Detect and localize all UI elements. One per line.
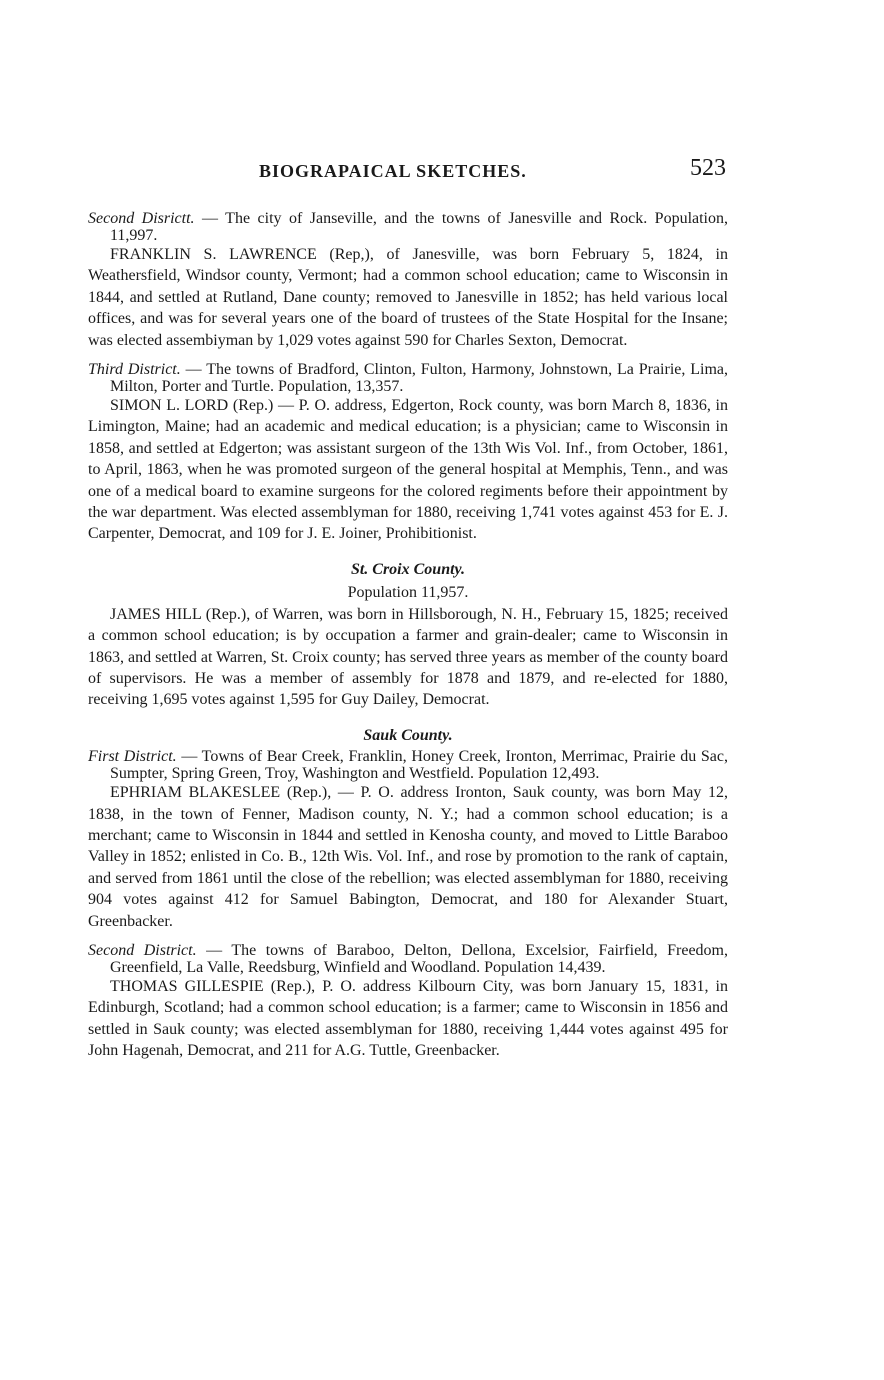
district-label: Second District. xyxy=(88,941,197,959)
biography-paragraph: EPHRIAM BLAKESLEE (Rep.), — P. O. address Ironton, Sauk county, was born May 12, 1838, in the town of Fenner, Madison county, N. Y.; had a common school education; is a merchant; came to Wisconsin in 1844 and settled in Kenosha county, and moved to Little Baraboo Valley in 1852; enlisted in Co. B., 12th Wis. Vol. Inf., and rose by promotion to the rank of captain, and served from 1861 until the close of the rebellion; was elected assemblyman for 1880, receiving 904 votes against 412 for Samuel Babington, Democrat, and 180 for Alexander Stuart, Greenbacker. xyxy=(88,784,728,930)
page-number: 523 xyxy=(690,155,726,181)
district-label: First District. xyxy=(88,748,177,766)
district-heading xyxy=(88,361,728,395)
district-heading xyxy=(88,942,728,976)
running-head: BIOGRAPAICAL SKETCHES. xyxy=(259,161,527,181)
district-label: Second Disrictt. xyxy=(88,210,195,227)
county-heading: St. Croix County. xyxy=(350,560,466,578)
page-body xyxy=(88,210,728,1062)
district-heading xyxy=(88,748,728,782)
county-population: Population 11,957. xyxy=(347,584,469,602)
biography-paragraph: SIMON L. LORD (Rep.) — P. O. address, Edgerton, Rock county, was born March 8, 1836, in Limington, Maine; had an academic and medical education; is a physician; came to Wisconsin in 1858, and settled at Edgerton; was assistant surgeon of the 13th Wis Vol. Inf., from October, 1861, to April, 1863, when he was promoted surgeon of the general hospital at Memphis, Tenn., and was one of a medical board to examine surgeons for the colored regiments before their appointment by the war department. Was elected assemblyman for 1880, receiving 1,741 votes against 453 for E. J. Carpenter, Democrat, and 109 for J. E. Joiner, Prohibitionist. xyxy=(88,397,728,543)
district-description: — The city of Janseville, and the towns of Janesville and Rock. Population, 11,997. xyxy=(110,210,729,244)
biography-paragraph: JAMES HILL (Rep.), of Warren, was born in Hillsborough, N. H., February 15, 1825; received a common school education; is by occupation a farmer and grain-dealer; came to Wisconsin in 1863, and settled at Warren, St. Croix county; has served three years as member of the county board of supervisors. He was a member of assembly for 1878 and 1879, and re-elected for 1880, receiving 1,695 votes against 1,595 for Guy Dailey, Democrat. xyxy=(88,605,729,709)
district-description: — The towns of Bradford, Clinton, Fulton, Harmony, Johnstown, La Prairie, Lima, Milton, Porter and Turtle. Population, 13,357. xyxy=(110,361,729,396)
district-description: — The towns of Baraboo, Delton, Dellona, Excelsior, Fairfield, Freedom, Greenfield, La Valle, Reedsburg, Winfield and Woodland. Population 14,439. xyxy=(110,941,728,976)
biography-paragraph: THOMAS GILLESPIE (Rep.), P. O. address Kilbourn City, was born January 15, 1831, in Edinburgh, Scotland; had a common school education; is a farmer; came to Wisconsin in 1856 and settled in Sauk county; was elected assemblyman for 1880, receiving 1,444 votes against 495 for John Hagenah, Democrat, and 211 for A.G. Tuttle, Greenbacker. xyxy=(88,977,728,1060)
county-heading: Sauk County. xyxy=(363,726,453,744)
district-heading xyxy=(88,210,728,244)
district-description: — Towns of Bear Creek, Franklin, Honey Creek, Ironton, Merrimac, Prairie du Sac, Sumpter, Spring Green, Troy, Washington and Westfield. Population 12,493. xyxy=(110,748,729,783)
district-label: Third District. xyxy=(88,361,181,379)
biography-paragraph: FRANKLIN S. LAWRENCE (Rep,), of Janesville, was born February 5, 1824, in Weathersfield, Windsor county, Vermont; had a common school education; came to Wisconsin in 1844, and settled at Rutland, Dane county; removed to Janesville in 1852; has held various local offices, and was for several years one of the board of trustees of the State Hospital for the Insane; was elected assembiyman by 1,029 votes against 590 for Charles Sexton, Democrat. xyxy=(88,246,728,349)
page-header xyxy=(84,155,734,189)
